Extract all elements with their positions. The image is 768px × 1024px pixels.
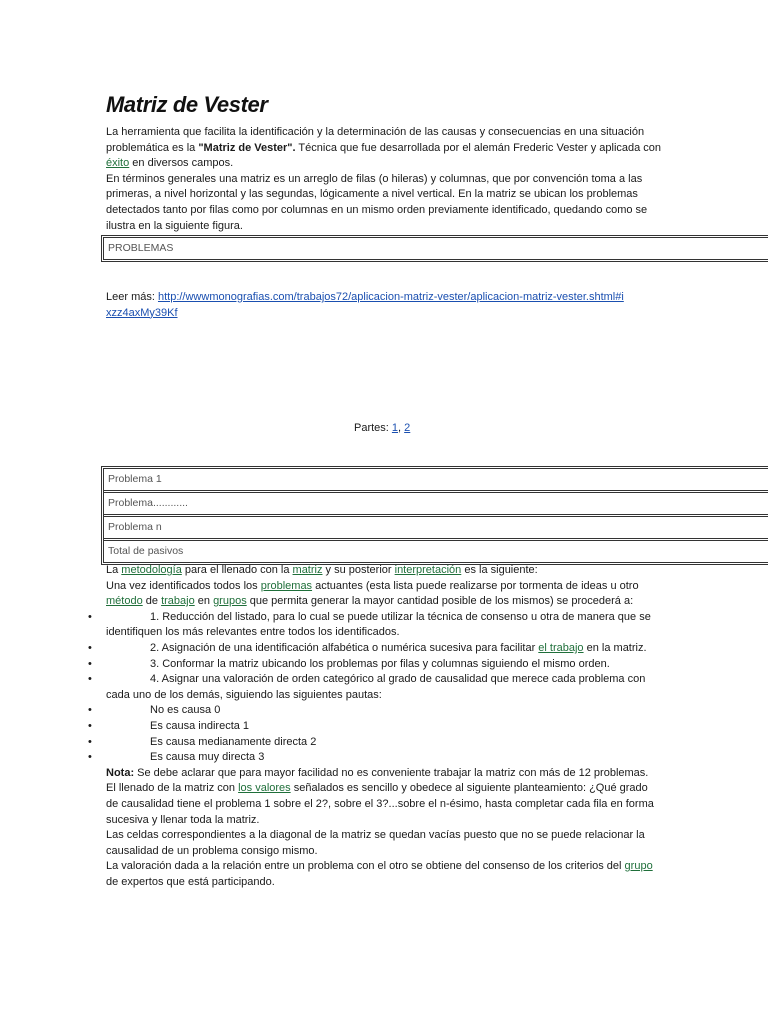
bullet-icon: • <box>88 657 92 670</box>
intro-paragraph-1 <box>106 125 662 172</box>
criterion-text: Es causa indirecta 1 <box>150 719 250 732</box>
exito-link[interactable]: éxito <box>106 157 130 170</box>
step-text: en la matriz. <box>583 641 647 654</box>
criterion-text: Es causa medianamente directa 2 <box>150 735 317 748</box>
table-header: PROBLEMAS <box>108 242 174 254</box>
text: La valoración dada a la relación entre un problema con el otro se obtiene del consenso de los criterios del <box>106 860 625 873</box>
text: y su posterior <box>322 564 395 576</box>
text: de <box>142 595 162 608</box>
interpretacion-link[interactable]: interpretación <box>394 564 462 576</box>
body-text <box>88 563 662 890</box>
text: señalados es sencillo y obedece al siguiente planteamiento: ¿Qué grado de causalidad tiene el problema 1 sobre el 2?, sobre el 3?...sobre el n-ésimo, hasta completar cada fila en forma sucesiva y llenar toda la matriz. <box>106 782 654 826</box>
list-item <box>88 610 662 641</box>
celdas-paragraph: Las celdas correspondientes a la diagonal de la matriz se quedan vacías puesto que no se puede relacionar la causalidad de un problema consigo mismo. <box>106 829 645 857</box>
problemas-link[interactable]: problemas <box>260 579 313 592</box>
bullet-icon: • <box>88 641 92 654</box>
bullet-icon: • <box>88 751 92 764</box>
text: La <box>106 564 122 576</box>
list-item <box>88 672 662 703</box>
criterion-text: Es causa muy directa 3 <box>150 751 265 764</box>
table-row: Problema............ <box>104 493 768 517</box>
bullet-icon: • <box>88 673 92 686</box>
list-item <box>88 703 662 719</box>
matriz-link[interactable]: matriz <box>292 564 323 576</box>
step-text: 4. Asignar una valoración de orden categórico al grado de causalidad que merece cada problema con cada uno de los demás, siguiendo las siguientes pautas: <box>106 673 646 701</box>
llenado-paragraph <box>106 781 662 828</box>
list-item <box>88 641 662 657</box>
metodologia-link[interactable]: metodología <box>121 564 182 576</box>
text: Se debe aclarar que para mayor facilidad no es conveniente trabajar la matriz con más de 12 problemas. <box>134 766 649 779</box>
problem-list-table <box>101 466 768 565</box>
bold-text: "Matriz de Vester". <box>198 141 296 154</box>
text: en diversos campos. <box>129 157 234 170</box>
text: que permita generar la mayor cantidad posible de los mismos) se procederá a: <box>246 595 634 608</box>
text: en <box>194 595 214 608</box>
step-text: 2. Asignación de una identificación alfabética o numérica sucesiva para facilitar <box>150 641 539 654</box>
text: actuantes (esta lista puede realizarse por tormenta de ideas u otro <box>312 579 639 592</box>
intro-paragraph-2: En términos generales una matriz es un arreglo de filas (o hileras) y columnas, que por convención toma a las primeras, a nivel horizontal y las segundas, lógicamente a nivel vertical. En la matriz se ubican los problemas detectados tanto por filas como por columnas en un mismo orden previamente identificado, quedando como se ilustra en la siguiente figura. <box>106 172 648 232</box>
table-row: Total de pasivos <box>108 545 184 557</box>
separator: , <box>398 422 405 434</box>
page-1-link[interactable]: 1 <box>391 422 399 434</box>
identification-paragraph <box>106 579 662 610</box>
los-valores-link[interactable]: los valores <box>238 782 291 795</box>
pagination <box>354 421 410 437</box>
text: El llenado de la matriz con <box>106 782 239 795</box>
text: Una vez identificados todos los <box>106 579 261 592</box>
list-item <box>88 750 662 766</box>
criterion-text: No es causa 0 <box>150 704 221 717</box>
methodology-line <box>106 563 662 579</box>
note-paragraph <box>106 766 662 782</box>
problemas-table <box>101 235 768 262</box>
text: de expertos que está participando. <box>106 875 275 888</box>
list-item <box>88 719 662 735</box>
trabajo-link[interactable]: trabajo <box>161 595 195 608</box>
valoracion-paragraph <box>106 859 662 890</box>
text: La herramienta que facilita la identificación y la determinación de las causas y consecuencias en una situación problemática es la <box>106 126 645 154</box>
text: para el llenado con la <box>181 564 293 576</box>
step-text: 1. Reducción del listado, para lo cual se puede utilizar la técnica de consenso u otra de manera que se identifiquen los más relevantes entre todos los identificados. <box>106 610 651 639</box>
bullet-icon: • <box>88 704 92 717</box>
bullet-icon: • <box>88 610 92 623</box>
step-text: 3. Conformar la matriz ubicando los problemas por filas y columnas siguiendo el mismo orden. <box>150 657 610 670</box>
table-row: Problema n <box>104 517 768 541</box>
intro-text <box>106 125 662 234</box>
leer-mas <box>106 290 626 321</box>
page-2-link[interactable]: 2 <box>404 422 411 434</box>
text: Técnica que fue desarrollada por el alemán Frederic Vester y aplicada con <box>295 141 662 154</box>
partes-label: Partes: <box>354 422 392 434</box>
table-row: Problema 1 <box>104 469 768 493</box>
text: es la siguiente: <box>461 564 538 576</box>
grupo-link[interactable]: grupo <box>624 860 653 873</box>
el-trabajo-link[interactable]: el trabajo <box>538 641 584 654</box>
note-label: Nota: <box>106 766 135 779</box>
bullet-icon: • <box>88 735 92 748</box>
bullet-icon: • <box>88 719 92 732</box>
leer-mas-label: Leer más: <box>106 291 158 303</box>
steps-list <box>88 610 662 766</box>
source-link[interactable]: http://wwwmonografias.com/trabajos72/aplicacion-matriz-vester/aplicacion-matriz-vester.shtml#ixzz4axMy39Kf <box>106 291 624 319</box>
grupos-link[interactable]: grupos <box>213 595 247 608</box>
list-item <box>88 735 662 751</box>
list-item <box>88 657 662 673</box>
page-title: Matriz de Vester <box>106 92 268 117</box>
metodo-link[interactable]: método <box>106 595 143 608</box>
